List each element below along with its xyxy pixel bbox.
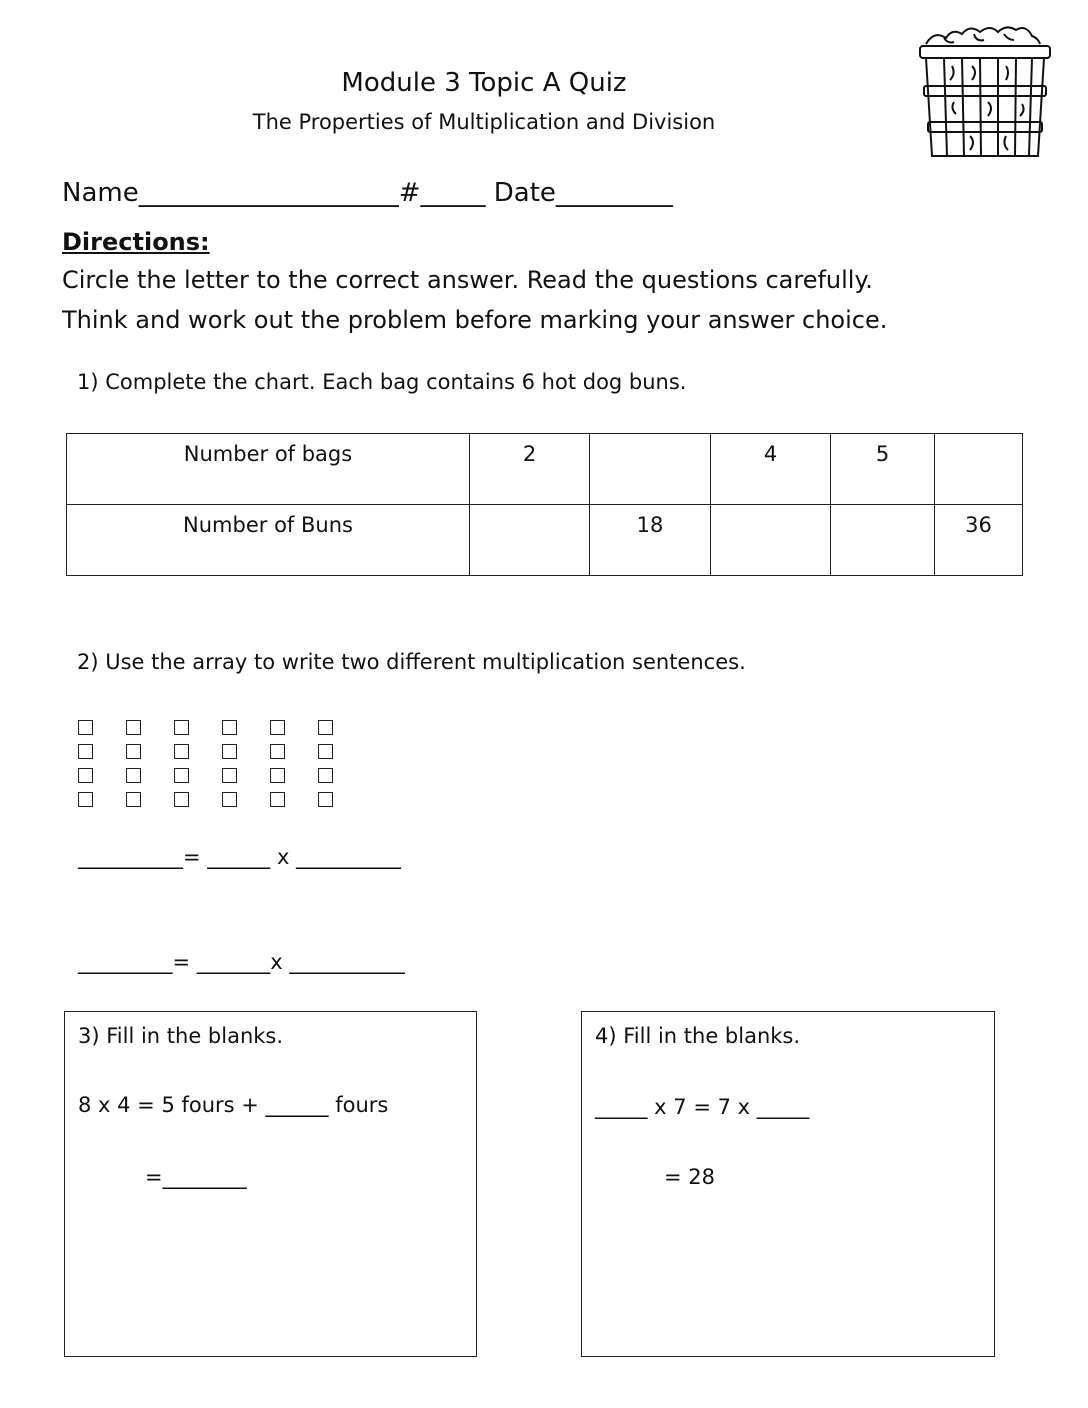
- array-square: [270, 792, 285, 807]
- array-square: [78, 744, 93, 759]
- array-row: [78, 744, 366, 768]
- question-3-box: [64, 1011, 477, 1357]
- array-square: [126, 768, 141, 783]
- array-square: [222, 768, 237, 783]
- array-square: [174, 768, 189, 783]
- question-1-prompt: 1) Complete the chart. Each bag contains 6 hot dog buns.: [77, 370, 687, 394]
- array-row: [78, 768, 366, 792]
- directions-heading: Directions:: [62, 228, 210, 256]
- directions-line-1: Circle the letter to the correct answer. Read the questions carefully.: [62, 266, 873, 294]
- array-square: [78, 792, 93, 807]
- question-4-prompt: 4) Fill in the blanks.: [595, 1024, 801, 1048]
- array-square: [78, 720, 93, 735]
- array-square: [174, 744, 189, 759]
- question-2-prompt: 2) Use the array to write two different multiplication sentences.: [77, 650, 746, 674]
- array-square: [174, 792, 189, 807]
- chart-blank-cell[interactable]: [935, 434, 1023, 505]
- array-square: [222, 792, 237, 807]
- chart-row-header: Number of Buns: [67, 505, 470, 576]
- chart-row-bags: [67, 434, 1023, 505]
- chart-cell: 2: [470, 434, 590, 505]
- chart-blank-cell[interactable]: [711, 505, 831, 576]
- basket-icon: [914, 22, 1056, 164]
- square-array: [78, 720, 366, 816]
- array-square: [174, 720, 189, 735]
- name-number-date-line[interactable]: Name____________________#_____ Date_________: [62, 178, 673, 208]
- array-square: [270, 768, 285, 783]
- array-square: [78, 768, 93, 783]
- question-3-answer[interactable]: =________: [145, 1165, 247, 1189]
- page-title: Module 3 Topic A Quiz: [341, 68, 627, 98]
- array-row: [78, 792, 366, 816]
- bags-buns-chart: [66, 433, 1023, 576]
- array-square: [318, 792, 333, 807]
- array-square: [270, 720, 285, 735]
- chart-cell: 18: [590, 505, 711, 576]
- chart-blank-cell[interactable]: [470, 505, 590, 576]
- multiplication-sentence-2[interactable]: _________= _______x ___________: [78, 950, 405, 974]
- chart-blank-cell[interactable]: [590, 434, 711, 505]
- chart-blank-cell[interactable]: [831, 505, 935, 576]
- directions-line-2: Think and work out the problem before marking your answer choice.: [62, 306, 888, 334]
- array-square: [318, 768, 333, 783]
- question-4-result: = 28: [664, 1165, 715, 1189]
- chart-cell: 5: [831, 434, 935, 505]
- chart-cell: 4: [711, 434, 831, 505]
- chart-cell: 36: [935, 505, 1023, 576]
- question-4-box: [581, 1011, 995, 1357]
- chart-row-header: Number of bags: [67, 434, 470, 505]
- question-4-equation[interactable]: _____ x 7 = 7 x _____: [595, 1095, 810, 1119]
- chart-row-buns: [67, 505, 1023, 576]
- array-square: [318, 744, 333, 759]
- array-square: [126, 720, 141, 735]
- array-square: [270, 744, 285, 759]
- array-square: [318, 720, 333, 735]
- array-square: [222, 720, 237, 735]
- question-3-prompt: 3) Fill in the blanks.: [78, 1024, 284, 1048]
- page-subtitle: The Properties of Multiplication and Division: [252, 110, 716, 134]
- question-3-equation[interactable]: 8 x 4 = 5 fours + ______ fours: [78, 1093, 389, 1117]
- array-square: [222, 744, 237, 759]
- array-square: [126, 792, 141, 807]
- multiplication-sentence-1[interactable]: __________= ______ x __________: [78, 845, 402, 869]
- array-square: [126, 744, 141, 759]
- array-row: [78, 720, 366, 744]
